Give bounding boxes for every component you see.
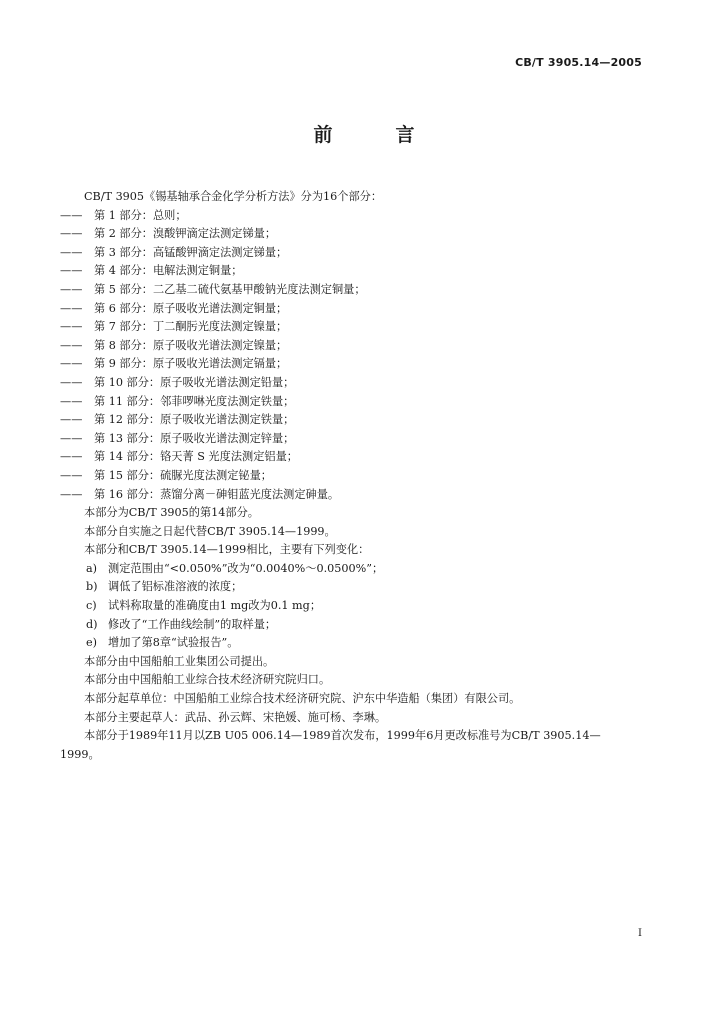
list-item: [60, 430, 650, 449]
list-item: [60, 486, 650, 505]
list-item: [60, 337, 650, 356]
part-text: 第 6 部分：原子吸收光谱法测定铜量；: [94, 301, 288, 315]
list-item: [60, 467, 650, 486]
list-item: [60, 281, 650, 300]
standard-code: CB/T 3905.14—2005: [515, 56, 642, 69]
part-text: 第 7 部分：丁二酮肟光度法测定镍量；: [94, 320, 288, 334]
dash-mark: ——: [60, 301, 83, 315]
list-item: [60, 355, 650, 374]
list-item: [60, 374, 650, 393]
paragraph-managed-by: 本部分由中国船舶工业综合技术经济研究院归口。: [84, 673, 331, 687]
paragraph-drafting-units: 本部分起草单位：中国船舶工业综合技术经济研究院、沪东中华造船（集团）有限公司。: [84, 692, 521, 706]
paragraph-history: 本部分于1989年11月以ZB U05 006.14—1989首次发布，1999年6月更改标准号为CB/T 3905.14—: [84, 729, 601, 743]
dash-mark: ——: [60, 245, 83, 259]
list-item: [60, 207, 650, 226]
list-item: [60, 616, 650, 635]
list-item: [60, 448, 650, 467]
change-text: 增加了第8章“试验报告”。: [108, 636, 239, 650]
dash-mark: ——: [60, 413, 83, 427]
dash-mark: ——: [60, 282, 83, 296]
part-text: 第 13 部分：原子吸收光谱法测定锌量；: [94, 431, 295, 445]
dash-mark: ——: [60, 208, 83, 222]
change-text: 调低了铝标准溶液的浓度；: [108, 580, 243, 594]
part-text: 第 1 部分：总则；: [94, 208, 187, 222]
list-item: [60, 560, 650, 579]
change-text: 修改了“工作曲线绘制”的取样量；: [108, 617, 277, 631]
item-mark: b): [86, 580, 98, 594]
paragraph-proposed-by: 本部分由中国船舶工业集团公司提出。: [84, 654, 275, 668]
item-mark: d): [86, 617, 98, 631]
dash-mark: ——: [60, 450, 83, 464]
list-item: [60, 578, 650, 597]
list-item: [60, 318, 650, 337]
part-text: 第 10 部分：原子吸收光谱法测定铅量；: [94, 375, 295, 389]
change-text: 测定范围由“<0.050%”改为“0.0040%～0.0500%”；: [108, 561, 384, 575]
paragraph-history-continuation: 1999。: [60, 747, 100, 761]
foreword-body: [60, 188, 650, 764]
list-item: [60, 393, 650, 412]
dash-mark: ——: [60, 394, 83, 408]
list-item: [60, 262, 650, 281]
dash-mark: ——: [60, 338, 83, 352]
item-mark: e): [86, 636, 97, 650]
intro-paragraph: CB/T 3905《锡基轴承合金化学分析方法》分为16个部分：: [84, 190, 383, 203]
page-number: I: [638, 928, 642, 939]
part-text: 第 9 部分：原子吸收光谱法测定镉量；: [94, 357, 288, 371]
list-item: [60, 244, 650, 263]
list-item: [60, 225, 650, 244]
paragraph-replaces: 本部分自实施之日起代替CB/T 3905.14—1999。: [84, 524, 336, 538]
item-mark: c): [86, 599, 97, 613]
dash-mark: ——: [60, 431, 83, 445]
list-item: [60, 634, 650, 653]
dash-mark: ——: [60, 320, 83, 334]
list-item: [60, 411, 650, 430]
part-text: 第 4 部分：电解法测定铜量；: [94, 264, 243, 278]
item-mark: a): [86, 561, 98, 575]
part-text: 第 15 部分：硫脲光度法测定铋量；: [94, 468, 272, 482]
dash-mark: ——: [60, 468, 83, 482]
paragraph-changes-intro: 本部分和CB/T 3905.14—1999相比，主要有下列变化：: [84, 543, 370, 557]
parts-list: [60, 207, 650, 505]
list-item: [60, 597, 650, 616]
dash-mark: ——: [60, 227, 83, 241]
dash-mark: ——: [60, 487, 83, 501]
part-text: 第 11 部分：邻菲啰啉光度法测定铁量；: [94, 394, 295, 408]
part-text: 第 2 部分：溴酸钾滴定法测定锑量；: [94, 227, 277, 241]
part-text: 第 16 部分：蒸馏分离－砷钼蓝光度法测定砷量。: [94, 487, 340, 501]
part-text: 第 14 部分：铬天菁 S 光度法测定铝量；: [94, 450, 298, 464]
part-text: 第 12 部分：原子吸收光谱法测定铁量；: [94, 413, 295, 427]
part-text: 第 8 部分：原子吸收光谱法测定镍量；: [94, 338, 288, 352]
page-title: 前 言: [313, 124, 437, 146]
paragraph-drafters: 本部分主要起草人：武品、孙云辉、宋艳媛、施可杨、李琳。: [84, 710, 387, 724]
paragraph-part-number: 本部分为CB/T 3905的第14部分。: [84, 506, 259, 520]
dash-mark: ——: [60, 375, 83, 389]
change-text: 试料称取量的准确度由1 mg改为0.1 mg；: [108, 599, 322, 613]
dash-mark: ——: [60, 357, 83, 371]
part-text: 第 3 部分：高锰酸钾滴定法测定锑量；: [94, 245, 288, 259]
part-text: 第 5 部分：二乙基二硫代氨基甲酸钠光度法测定铜量；: [94, 282, 366, 296]
dash-mark: ——: [60, 264, 83, 278]
list-item: [60, 300, 650, 319]
changes-list: [60, 560, 650, 653]
